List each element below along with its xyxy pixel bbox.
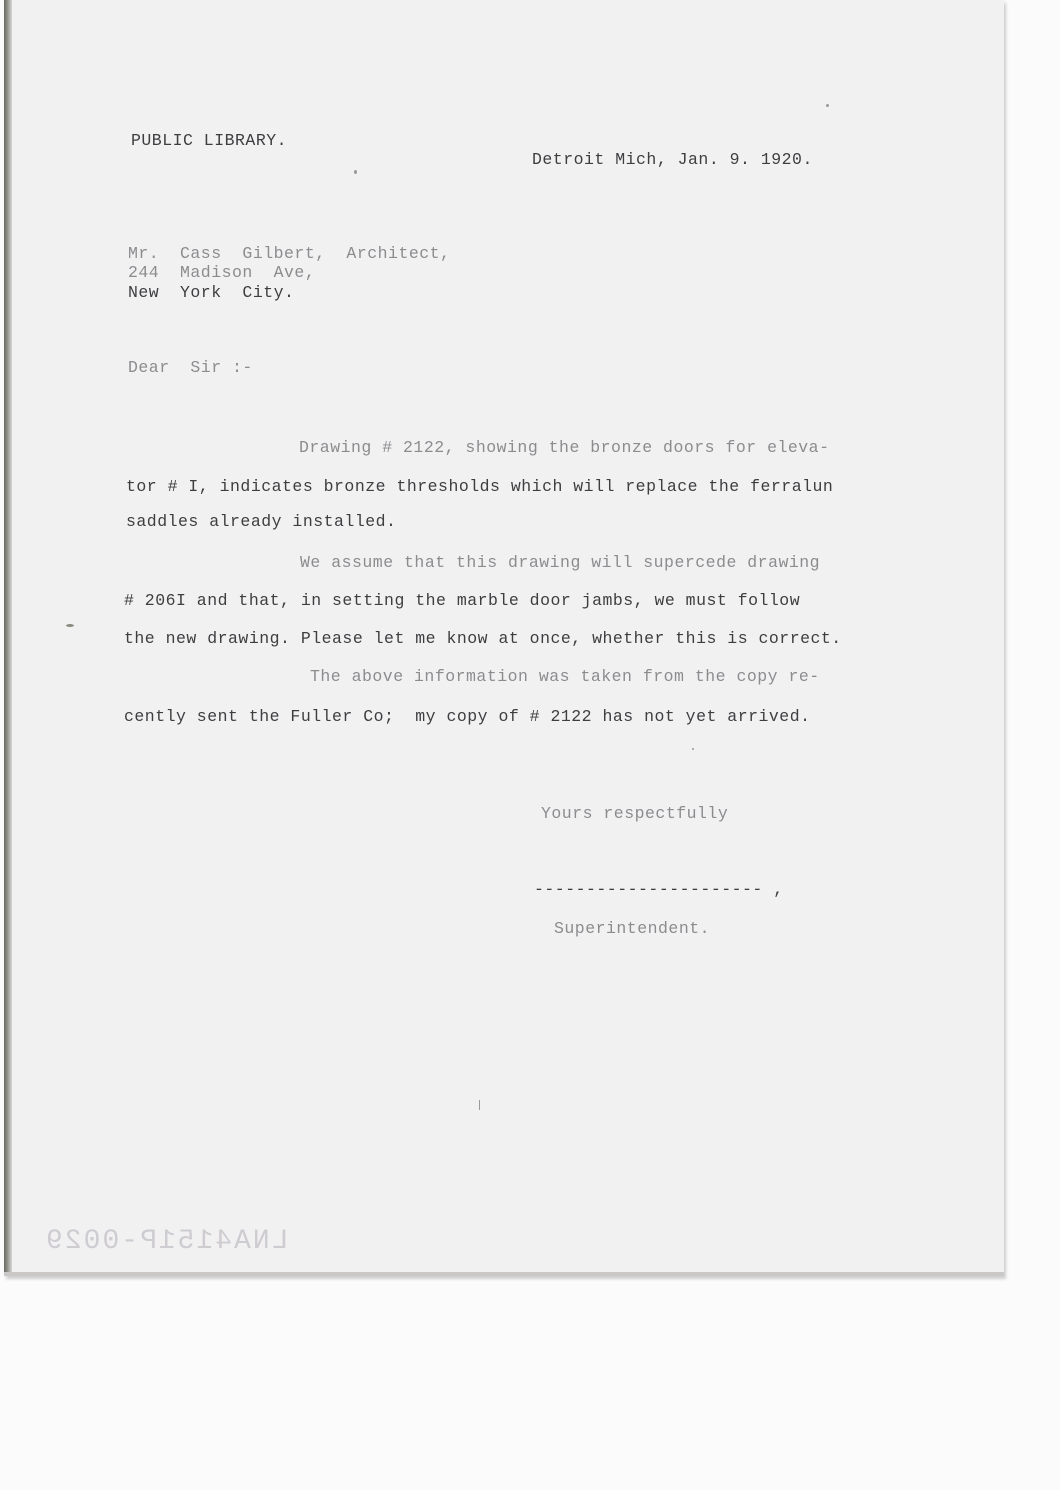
closing: Yours respectfully xyxy=(541,804,729,823)
body-line: The above information was taken from the copy re- xyxy=(310,667,820,686)
body-line: # 206I and that, in setting the marble door jambs, we must follow xyxy=(124,591,801,610)
dateline: Detroit Mich, Jan. 9. 1920. xyxy=(532,150,813,169)
signature-line: ---------------------- , xyxy=(534,880,784,899)
paper-speck xyxy=(826,104,829,107)
signature-title: Superintendent. xyxy=(554,919,711,938)
address-line: 244 Madison Ave, xyxy=(128,263,316,282)
paper-speck xyxy=(66,624,74,627)
paper-speck xyxy=(692,748,694,750)
address-line: Mr. Cass Gilbert, Architect, xyxy=(128,244,451,263)
body-line: tor # I, indicates bronze thresholds which will replace the ferralun xyxy=(126,477,834,496)
body-line: Drawing # 2122, showing the bronze doors for eleva- xyxy=(299,438,830,457)
sheet-left-edge xyxy=(4,0,12,1276)
paper-speck xyxy=(354,170,357,174)
body-line: the new drawing. Please let me know at once, whether this is correct. xyxy=(124,629,842,648)
paper-speck xyxy=(479,1100,480,1110)
sheet-bottom-edge xyxy=(4,1272,1004,1276)
letterhead: PUBLIC LIBRARY. xyxy=(131,131,288,150)
archive-stamp: LNA4151P-0029 xyxy=(44,1226,289,1257)
letter-sheet xyxy=(4,0,1004,1276)
body-line: cently sent the Fuller Co; my copy of # 2122 has not yet arrived. xyxy=(124,707,811,726)
address-line: New York City. xyxy=(128,283,295,302)
body-line: saddles already installed. xyxy=(126,512,397,531)
salutation: Dear Sir :- xyxy=(128,358,253,377)
body-line: We assume that this drawing will supercede drawing xyxy=(300,553,821,572)
